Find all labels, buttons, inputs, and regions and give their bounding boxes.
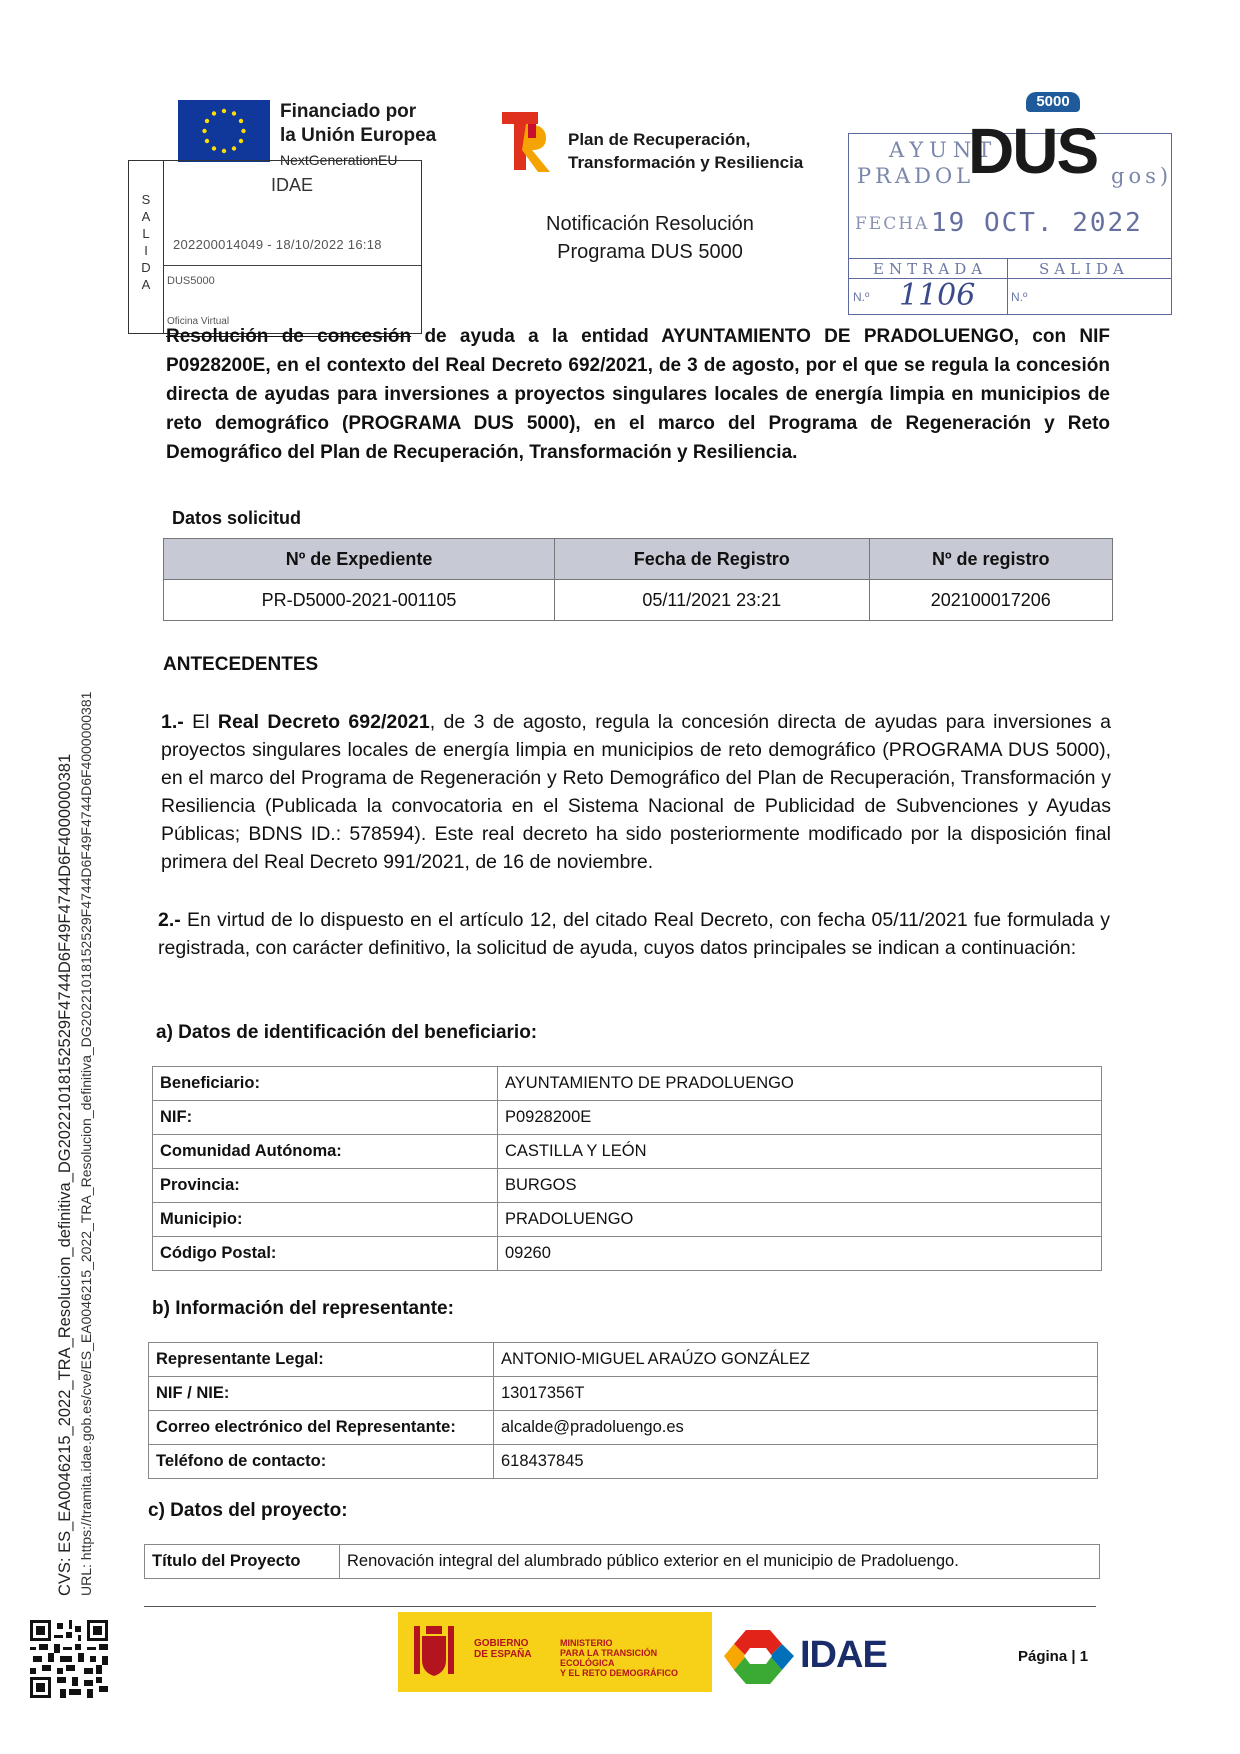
value-cell: 09260: [498, 1237, 1102, 1271]
key-cell: Teléfono de contacto:: [149, 1445, 494, 1479]
stamp-registry-number: 202200014049 - 18/10/2022 16:18: [173, 237, 382, 252]
dus-wordmark: DUS: [968, 115, 1098, 187]
recovery-plan-logo: [502, 112, 552, 174]
table-row: [153, 1067, 1102, 1101]
cell-expediente: PR-D5000-2021-001105: [164, 580, 555, 621]
stamp-title: IDAE: [270, 175, 313, 195]
value-cell: alcalde@pradoluengo.es: [494, 1411, 1098, 1445]
stamp-ayto-vdivider: [1007, 258, 1008, 314]
footer-divider: [144, 1606, 1096, 1607]
stamp-num-prefix: N.º: [853, 290, 870, 304]
verification-url-vertical[interactable]: URL: https://tramita.idae.gob.es/cve/ES_EA0046215_2022_TRA_Resolucion_definitiva_DG20221018152529F4744D6F49F4744D6F4000000381: [78, 691, 94, 1596]
table-header-row: [164, 539, 1113, 580]
dus-badge: 5000: [1026, 92, 1080, 112]
stamp-num-prefix2: N.º: [1011, 290, 1028, 304]
stamp-ayto-line1: AYUNT: [889, 138, 998, 162]
antecedentes-title: ANTECEDENTES: [163, 654, 319, 675]
eu-flag-logo: [178, 100, 270, 162]
beneficiario-table: [152, 1066, 1102, 1271]
plan-line2: Transformación y Resiliencia: [568, 153, 804, 172]
idae-registry-stamp: [128, 160, 422, 334]
p2-number: 2.-: [158, 909, 181, 931]
idae-logo: [724, 1626, 894, 1686]
notification-title: [500, 210, 800, 266]
intro-text: de ayuda a la entidad AYUNTAMIENTO DE PRADOLUENGO, con NIF P0928200E, en el contexto del Real Decreto 692/2021, de 3 de agosto, por el que se regula la concesión directa de ayudas para inversiones a proyectos singulares locales de energía limpia en municipios de reto demográfico (PROGRAMA DUS 5000), en el marco del Programa de Regeneración y Reto Demográfico del Plan de Recuperación, Transformación y Resiliencia.: [166, 326, 1110, 463]
value-cell: PRADOLUENGO: [498, 1203, 1102, 1237]
table-row: [149, 1445, 1098, 1479]
stamp-salida-vertical: S A L I D A: [141, 192, 151, 292]
stamp-office: Oficina Virtual: [167, 316, 230, 327]
ministerio-label: MINISTERIO PARA LA TRANSICIÓN ECOLÓGICA Y EL RETO DEMOGRÁFICO: [560, 1638, 679, 1678]
idae-wordmark: IDAE: [800, 1634, 887, 1676]
key-cell: Código Postal:: [153, 1237, 498, 1271]
col-expediente: Nº de Expediente: [164, 539, 555, 580]
resolution-intro: [166, 322, 1110, 467]
table-row: [153, 1237, 1102, 1271]
table-row: [153, 1101, 1102, 1135]
spain-coat-of-arms-icon: [410, 1622, 458, 1682]
table-row: [153, 1203, 1102, 1237]
stamp-ayto-divider2: [849, 278, 1171, 279]
recovery-plan-label: [568, 128, 803, 174]
p2-text: En virtud de lo dispuesto en el artículo 12, del citado Real Decreto, con fecha 05/11/2021 fue formulada y registrada, con carácter definitivo, la solicitud de ayuda, cuyos datos principales se indican a continuación:: [158, 909, 1110, 959]
value-cell: BURGOS: [498, 1169, 1102, 1203]
value-cell: 13017356T: [494, 1377, 1098, 1411]
plan-line1: Plan de Recuperación,: [568, 130, 751, 149]
stamp-ayto-divider: [849, 258, 1171, 259]
stamp-fecha-value: 19 OCT. 2022: [931, 208, 1143, 238]
p1-bold: Real Decreto 692/2021: [217, 711, 430, 733]
value-cell: P0928200E: [498, 1101, 1102, 1135]
table-row: [149, 1411, 1098, 1445]
stamp-salida-label: SALIDA: [1039, 260, 1129, 278]
value-cell: CASTILLA Y LEÓN: [498, 1135, 1102, 1169]
solicitud-title: Datos solicitud: [172, 508, 302, 528]
stamp-divider-h: [163, 265, 421, 266]
page-number: Página | 1: [1018, 1648, 1089, 1665]
dus-5000-logo: [968, 78, 1128, 187]
cvs-code-vertical: CVS: ES_EA0046215_2022_TRA_Resolucion_definitiva_DG20221018152529F4744D6F49F4744D6F4000000381: [56, 753, 74, 1596]
eu-line3: NextGenerationEU: [280, 152, 398, 168]
table-row: [145, 1545, 1100, 1579]
p1-text-b: , de 3 de agosto, regula la concesión directa de ayudas para inversiones a proyectos singulares locales de energía limpia en municipios de reto demográfico (PROGRAMA DUS 5000), en el marco del Programa de Regeneración y Reto Demográfico del Plan de Recuperación, Transformación y Resiliencia (Publicada la convocatoria en el Sistema Nacional de Publicidad de Subvenciones y Ayudas Públicas; BDNS ID.: 578594). Este real decreto ha sido posteriormente modificado por la disposición final primera del Real Decreto 991/2021, de 16 de noviembre.: [161, 711, 1111, 873]
key-cell: Correo electrónico del Representante:: [149, 1411, 494, 1445]
beneficiario-title: a) Datos de identificación del beneficiario:: [156, 1022, 538, 1043]
solicitud-table: [163, 538, 1113, 621]
cell-fecha-registro: 05/11/2021 23:21: [555, 580, 869, 621]
gobierno-label: GOBIERNO DE ESPAÑA: [474, 1638, 532, 1660]
antecedente-1: [161, 708, 1111, 876]
qr-code-icon: [30, 1620, 108, 1698]
p1-number: 1.-: [161, 711, 184, 733]
value-cell: Renovación integral del alumbrado público exterior en el municipio de Pradoluengo.: [340, 1545, 1100, 1579]
representante-table: [148, 1342, 1098, 1479]
intro-lead: Resolución de concesión: [166, 326, 412, 347]
idae-symbol-icon: [724, 1626, 796, 1686]
value-cell: AYUNTAMIENTO DE PRADOLUENGO: [498, 1067, 1102, 1101]
proyecto-title: c) Datos del proyecto:: [148, 1500, 348, 1521]
stamp-entry-number: 1106: [899, 278, 976, 313]
value-cell: 618437845: [494, 1445, 1098, 1479]
col-fecha-registro: Fecha de Registro: [555, 539, 869, 580]
key-cell: Provincia:: [153, 1169, 498, 1203]
stamp-fecha-label: FECHA: [855, 214, 930, 234]
antecedente-2: [158, 906, 1110, 962]
gobierno-espana-logo: [398, 1612, 712, 1692]
eu-line1: Financiado por: [280, 101, 417, 122]
key-cell: Comunidad Autónoma:: [153, 1135, 498, 1169]
key-cell: NIF:: [153, 1101, 498, 1135]
key-cell: NIF / NIE:: [149, 1377, 494, 1411]
representante-title: b) Información del representante:: [152, 1298, 454, 1319]
notification-line2: Programa DUS 5000: [557, 241, 743, 263]
key-cell: Representante Legal:: [149, 1343, 494, 1377]
col-num-registro: Nº de registro: [869, 539, 1112, 580]
table-row: [164, 580, 1113, 621]
stamp-entrada-label: ENTRADA: [873, 260, 988, 278]
stamp-ayto-line2-end: gos): [1111, 164, 1173, 188]
key-cell: Beneficiario:: [153, 1067, 498, 1101]
value-cell: ANTONIO-MIGUEL ARAÚZO GONZÁLEZ: [494, 1343, 1098, 1377]
proyecto-table: [144, 1544, 1100, 1579]
p1-text-a: El: [183, 711, 218, 733]
key-cell: Municipio:: [153, 1203, 498, 1237]
table-row: [153, 1169, 1102, 1203]
table-row: [149, 1343, 1098, 1377]
notification-line1: Notificación Resolución: [546, 213, 754, 235]
key-cell: Título del Proyecto: [145, 1545, 340, 1579]
cell-num-registro: 202100017206: [869, 580, 1112, 621]
stamp-ayto-line2: PRADOL: [857, 164, 975, 188]
stamp-program: DUS5000: [167, 275, 215, 287]
eu-line2: la Unión Europea: [280, 125, 437, 146]
table-row: [149, 1377, 1098, 1411]
table-row: [153, 1135, 1102, 1169]
